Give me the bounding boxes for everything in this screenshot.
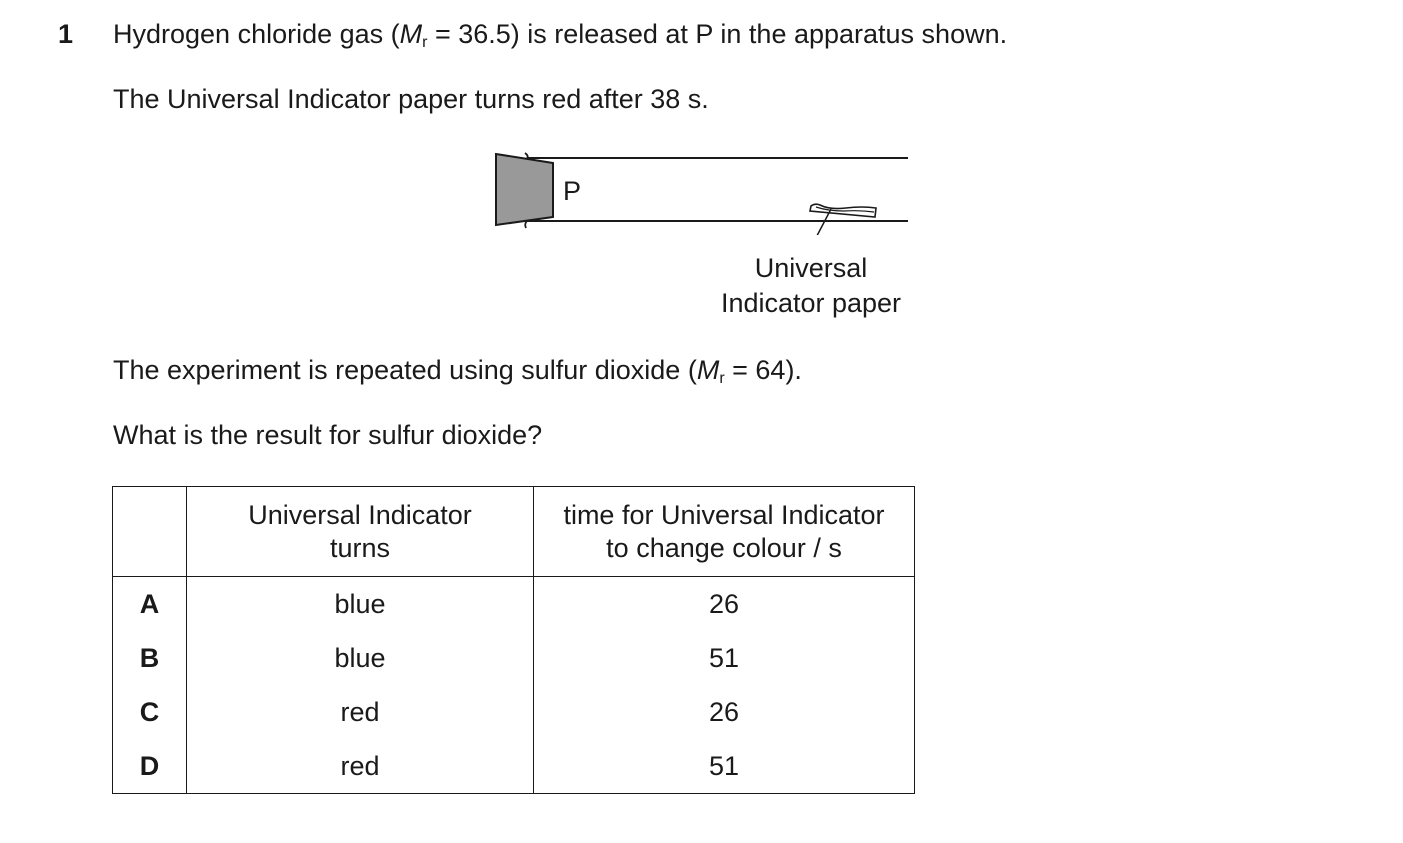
option-turns: blue	[187, 631, 534, 685]
tube-top-curl	[525, 153, 528, 158]
option-time: 26	[534, 577, 915, 632]
mr-symbol-2: M	[696, 355, 720, 385]
option-letter: C	[113, 685, 187, 739]
line1-text-before: Hydrogen chloride gas (	[113, 19, 400, 49]
mr-subscript: r	[422, 34, 428, 51]
header-time-line1: time for Universal Indicator	[563, 499, 885, 530]
mr-subscript-2: r	[719, 370, 725, 387]
header-time-to-change	[534, 487, 915, 577]
stopper	[496, 154, 553, 225]
option-turns: red	[187, 739, 534, 794]
option-letter: D	[113, 739, 187, 794]
line3-text-after: = 64).	[724, 355, 802, 385]
point-label-p: P	[563, 176, 582, 206]
option-letter: A	[113, 577, 187, 632]
answer-row-b[interactable]	[113, 631, 915, 685]
line3-text-before: The experiment is repeated using sulfur dioxide (	[113, 355, 697, 385]
header-time-line2: to change colour / s	[606, 532, 842, 563]
question-line-2: The Universal Indicator paper turns red after 38 s.	[113, 84, 709, 114]
option-turns: red	[187, 685, 534, 739]
question-line-4: What is the result for sulfur dioxide?	[113, 420, 543, 450]
header-option-blank	[113, 487, 187, 577]
option-turns: blue	[187, 577, 534, 632]
mr-symbol: M	[399, 19, 423, 49]
answer-table	[112, 486, 915, 794]
option-time: 51	[534, 739, 915, 794]
answer-row-a[interactable]	[113, 577, 915, 632]
indicator-paper-label	[700, 251, 922, 321]
answer-table-header	[113, 487, 915, 577]
question-number: 1	[58, 19, 74, 49]
apparatus-diagram	[480, 145, 920, 235]
answer-row-d[interactable]	[113, 739, 915, 794]
answer-row-c[interactable]	[113, 685, 915, 739]
line1-text-after: = 36.5) is released at P in the apparatus shown.	[427, 19, 1008, 49]
header-indicator-turns	[187, 487, 534, 577]
option-letter: B	[113, 631, 187, 685]
question-line-3	[113, 355, 802, 388]
question-line-1	[113, 19, 1007, 52]
header-turns-line1: Universal Indicator	[248, 499, 472, 530]
option-time: 26	[534, 685, 915, 739]
header-turns-line2: turns	[329, 532, 391, 563]
indicator-paper-label-line1: Universal	[754, 253, 868, 283]
tube-bottom-curl	[525, 221, 527, 228]
indicator-paper-label-line2: Indicator paper	[720, 288, 902, 318]
option-time: 51	[534, 631, 915, 685]
